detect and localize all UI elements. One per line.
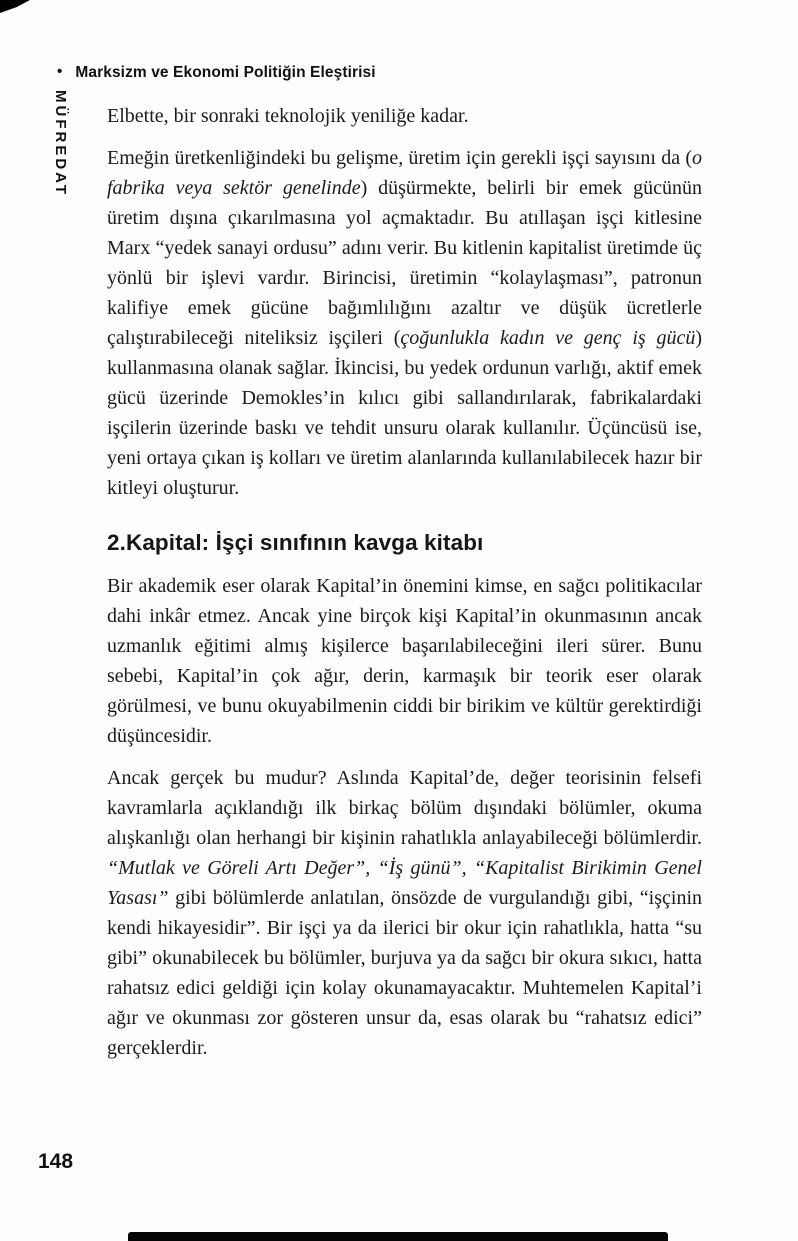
section-heading <box>107 529 702 557</box>
text-run: ) kullanmasına olanak sağlar. İkincisi, bu yedek ordunun varlığı, aktif emek gücü üzerinde Demokles’in kılıcı gibi sallandırılarak, fabrikalardaki işçilerin üzerinde baskı ve tehdit unsuru olarak kullanılır. Üçüncüsü ise, yeni ortaya çıkan iş kolları ve üretim alanlarında kullanılabilecek hazır bir kitleyi oluşturur. <box>107 327 702 499</box>
running-header <box>57 64 376 82</box>
text-run: Ancak gerçek bu mudur? Aslında Kapital’de, değer teorisinin felsefi kavramlarla açıklandığı ilk birkaç bölüm dışındaki bölümler, okuma alışkanlığı olan herhangi bir kişinin rahatlıkla anlayabileceği bölümlerdir. <box>107 767 702 849</box>
page-body <box>107 101 702 1075</box>
body-paragraph <box>107 571 702 751</box>
text-run: gibi bölümlerde anlatılan, önsözde de vurgulandığı gibi, “işçinin kendi hikayesidir”. Bir işçi ya da ilerici bir okur için rahatlıkla, hatta “su gibi” okunabilecek bu bölümler, burjuva ya da sağcı bir okura sıkıcı, hatta rahatsız edici geldiği için kolay okunamayacaktır. Muhtemelen Kapital’i ağır ve okunması zor gösteren unsur da, esas olarak bu “rahatsız edici” gerçeklerdir. <box>107 887 702 1059</box>
scan-bottom-edge <box>128 1232 668 1241</box>
header-title: Marksizm ve Ekonomi Politiğin Eleştirisi <box>75 64 376 81</box>
margin-vertical-label: MÜFREDAT <box>52 90 69 198</box>
italic-text-run: o fabrika veya sektör genelinde <box>107 147 702 199</box>
body-paragraph <box>107 101 702 131</box>
text-run: ) düşürmekte, belirli bir emek gücünün üretim dışına çıkarılmasına yol açmaktadır. Bu atıllaşan işçi kitlesine Marx “yedek sanayi ordusu” adını verir. Bu kitlenin kapitalist üretimde üç yönlü bir işlevi vardır. Birincisi, üretimin “kolaylaşması”, patronun kalifiye emek gücüne bağımlılığını azaltır ve düşük ücretlerle çalıştırabileceği niteliksiz işçileri ( <box>107 177 702 349</box>
page-number: 148 <box>38 1150 74 1173</box>
italic-text-run: “Mutlak ve Göreli Artı Değer”, “İş günü”, “Kapitalist Birikimin Genel Yasası” <box>107 857 702 909</box>
header-bullet: • <box>57 63 63 80</box>
text-run: 2.Kapital: İşçi sınıfının kavga kitabı <box>107 530 484 555</box>
scan-corner-artifact <box>0 0 30 13</box>
text-run: Elbette, bir sonraki teknolojik yeniliğe kadar. <box>107 105 469 127</box>
text-run: Bir akademik eser olarak Kapital’in önemini kimse, en sağcı politikacılar dahi inkâr etmez. Ancak yine birçok kişi Kapital’in okunmasının ancak uzmanlık eğitimi almış kişilerce başarılabileceğini ileri sürer. Bunu sebebi, Kapital’in çok ağır, derin, karmaşık bir teorik eser olarak görülmesi, ve bunu okuyabilmenin ciddi bir birikim ve kültür gerektirdiği düşüncesidir. <box>107 575 702 747</box>
body-paragraph <box>107 763 702 1063</box>
italic-text-run: çoğunlukla kadın ve genç iş gücü <box>400 327 696 349</box>
body-paragraph <box>107 143 702 503</box>
text-run: Emeğin üretkenliğindeki bu gelişme, üretim için gerekli işçi sayısını da ( <box>107 147 692 169</box>
